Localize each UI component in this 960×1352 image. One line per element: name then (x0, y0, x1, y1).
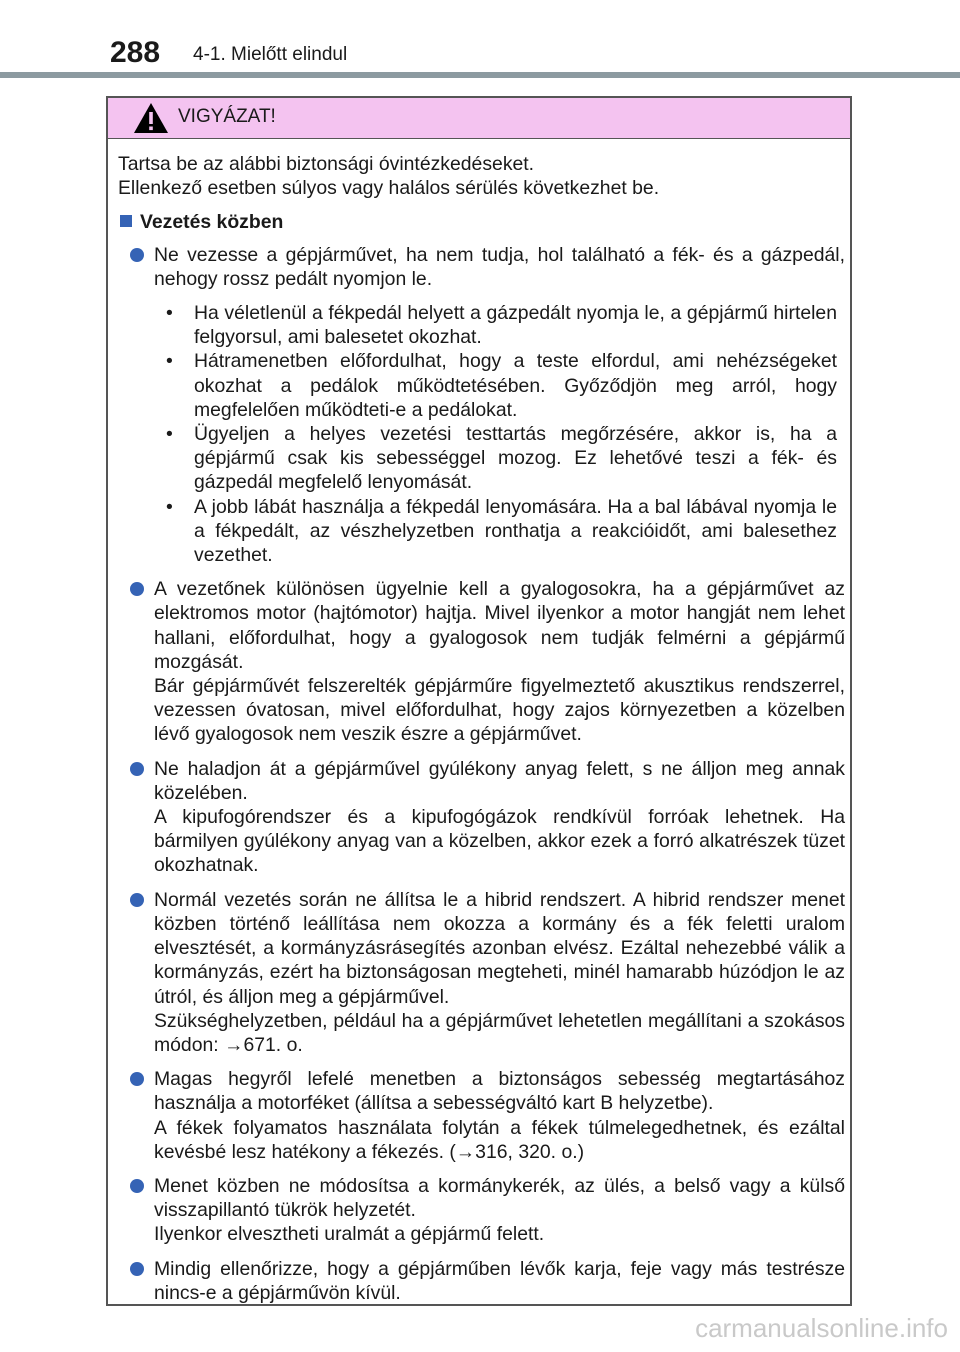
warning-item (118, 1257, 845, 1305)
warning-items (118, 243, 845, 1305)
warning-item (118, 243, 845, 568)
item-paragraph: Ne vezesse a gépjárművet, ha nem tudja, hol található a fék- és a gázpedál, nehogy rossz pedált nyomjon le. (154, 243, 845, 290)
item-paragraph: A fékek folyamatos használata folytán a fékek túlmelegedhetnek, és ezáltal kevésbé lesz hatékony a fékezés. (→316, 320. o.) (154, 1116, 845, 1163)
bullet-item (154, 349, 845, 422)
bullet-mark-icon: • (166, 302, 173, 325)
warning-item (118, 577, 845, 746)
item-paragraph: Ne haladjon át a gépjárművel gyúlékony anyag felett, s ne álljon meg annak közelében. (154, 757, 845, 804)
circle-bullet-icon (130, 1262, 144, 1276)
item-paragraph: Magas hegyről lefelé menetben a biztonságos sebesség megtartásához használja a motorféket (állítsa a sebességváltó kart B helyzetbe). (154, 1068, 845, 1115)
subheading (118, 210, 845, 234)
intro-line: Tartsa be az alábbi biztonsági óvintézkedéseket. (118, 153, 535, 175)
warning-box (106, 96, 852, 1306)
circle-bullet-icon (130, 248, 144, 262)
section-title: 4-1. Mielőtt elindul (193, 44, 348, 65)
item-paragraph: Normál vezetés során ne állítsa le a hibrid rendszert. A hibrid rendszer menet közben történő leállítása nem okozza a kormány és a fék feletti uralom elvesztését, a kormányzásrásegítés azonban elvész. Ezáltal nehezebbé válik a kormányzás, ezért ha biztonságosan megteheti, minél hamarabb húzódjon le az útról, és álljon meg a gépjárművel. (154, 888, 845, 1008)
page-header (0, 0, 960, 80)
item-paragraph: Ilyenkor elvesztheti uralmát a gépjármű felett. (154, 1223, 545, 1246)
bullet-item (154, 495, 845, 568)
warning-content (118, 152, 845, 1315)
warning-item (118, 757, 845, 878)
circle-bullet-icon (130, 762, 144, 776)
intro-text (118, 152, 845, 200)
intro-line: Ellenkező esetben súlyos vagy halálos sérülés következhet be. (118, 177, 660, 200)
square-bullet-icon (120, 215, 132, 227)
warning-header (108, 98, 850, 139)
bullet-list (154, 301, 845, 567)
item-paragraph: A vezetőnek különösen ügyelnie kell a gyalogosokra, ha a gépjárművet az elektromos motor (hajtómotor) hajtja. Mivel ilyenkor a motor hangját nem lehet hallani, előfordulhat, hogy a gyalogosok nem tudják felmérni a gépjármű mozgását. (154, 578, 845, 673)
circle-bullet-icon (130, 1072, 144, 1086)
bullet-text: A jobb lábát használja a fékpedál lenyomására. Ha a bal lábával nyomja le a fékpedált, az vészhelyzetben ronthatja a reakcióidőt, ami balesethez vezethet. (194, 495, 837, 567)
warning-triangle-icon (133, 102, 169, 134)
warning-title: VIGYÁZAT! (178, 106, 276, 127)
warning-item (118, 888, 845, 1057)
item-paragraph: Menet közben ne módosítsa a kormánykerék, az ülés, a belső vagy a külső visszapillantó tükrök helyzetét. (154, 1174, 845, 1222)
circle-bullet-icon (130, 582, 144, 596)
bullet-text: Ügyeljen a helyes vezetési testtartás megőrzésére, akkor is, ha a gépjármű csak kis sebességgel mozog. Ez lehetővé teszi a fék- és gázpedál megfelelő lenyomását. (194, 423, 837, 494)
bullet-mark-icon: • (166, 350, 173, 373)
item-paragraph: Szükséghelyzetben, például ha a gépjárművet lehetetlen megállítani a szokásos módon: →671. o. (154, 1009, 845, 1056)
page-number: 288 (110, 36, 161, 69)
header-rule (0, 72, 960, 78)
circle-bullet-icon (130, 893, 144, 907)
bullet-mark-icon: • (166, 423, 173, 446)
item-paragraph: Bár gépjárművét felszerelték gépjárműre figyelmeztető akusztikus rendszerrel, vezessen óvatosan, mivel előfordulhat, hogy zajos környezetben a közelben lévő gyalogosok nem veszik észre a gépjárművet. (154, 675, 845, 746)
bullet-mark-icon: • (166, 495, 173, 518)
item-paragraph: A kipufogórendszer és a kipufogógázok rendkívül forróak lehetnek. Ha bármilyen gyúlékony anyag van a közelben, akkor ezek a forró alkatrészek tüzet okozhatnak. (154, 806, 845, 877)
bullet-item (154, 422, 845, 495)
warning-item (118, 1174, 845, 1247)
watermark: carmanualsonline.info (695, 1313, 948, 1343)
warning-item (118, 1067, 845, 1164)
subheading-text: Vezetés közben (140, 211, 284, 234)
bullet-item (154, 301, 845, 349)
circle-bullet-icon (130, 1179, 144, 1193)
bullet-text: Hátramenetben előfordulhat, hogy a teste elfordul, ami nehézségeket okozhat a pedálok működtetésében. Győződjön meg arról, hogy megfelelően működteti-e a pedálokat. (194, 350, 837, 421)
item-paragraph: Mindig ellenőrizze, hogy a gépjárműben lévők karja, feje vagy más testrésze nincs-e a gépjárművön kívül. (154, 1257, 845, 1304)
bullet-text: Ha véletlenül a fékpedál helyett a gázpedált nyomja le, a gépjármű hirtelen felgyorsul, ami balesetet okozhat. (194, 302, 837, 349)
